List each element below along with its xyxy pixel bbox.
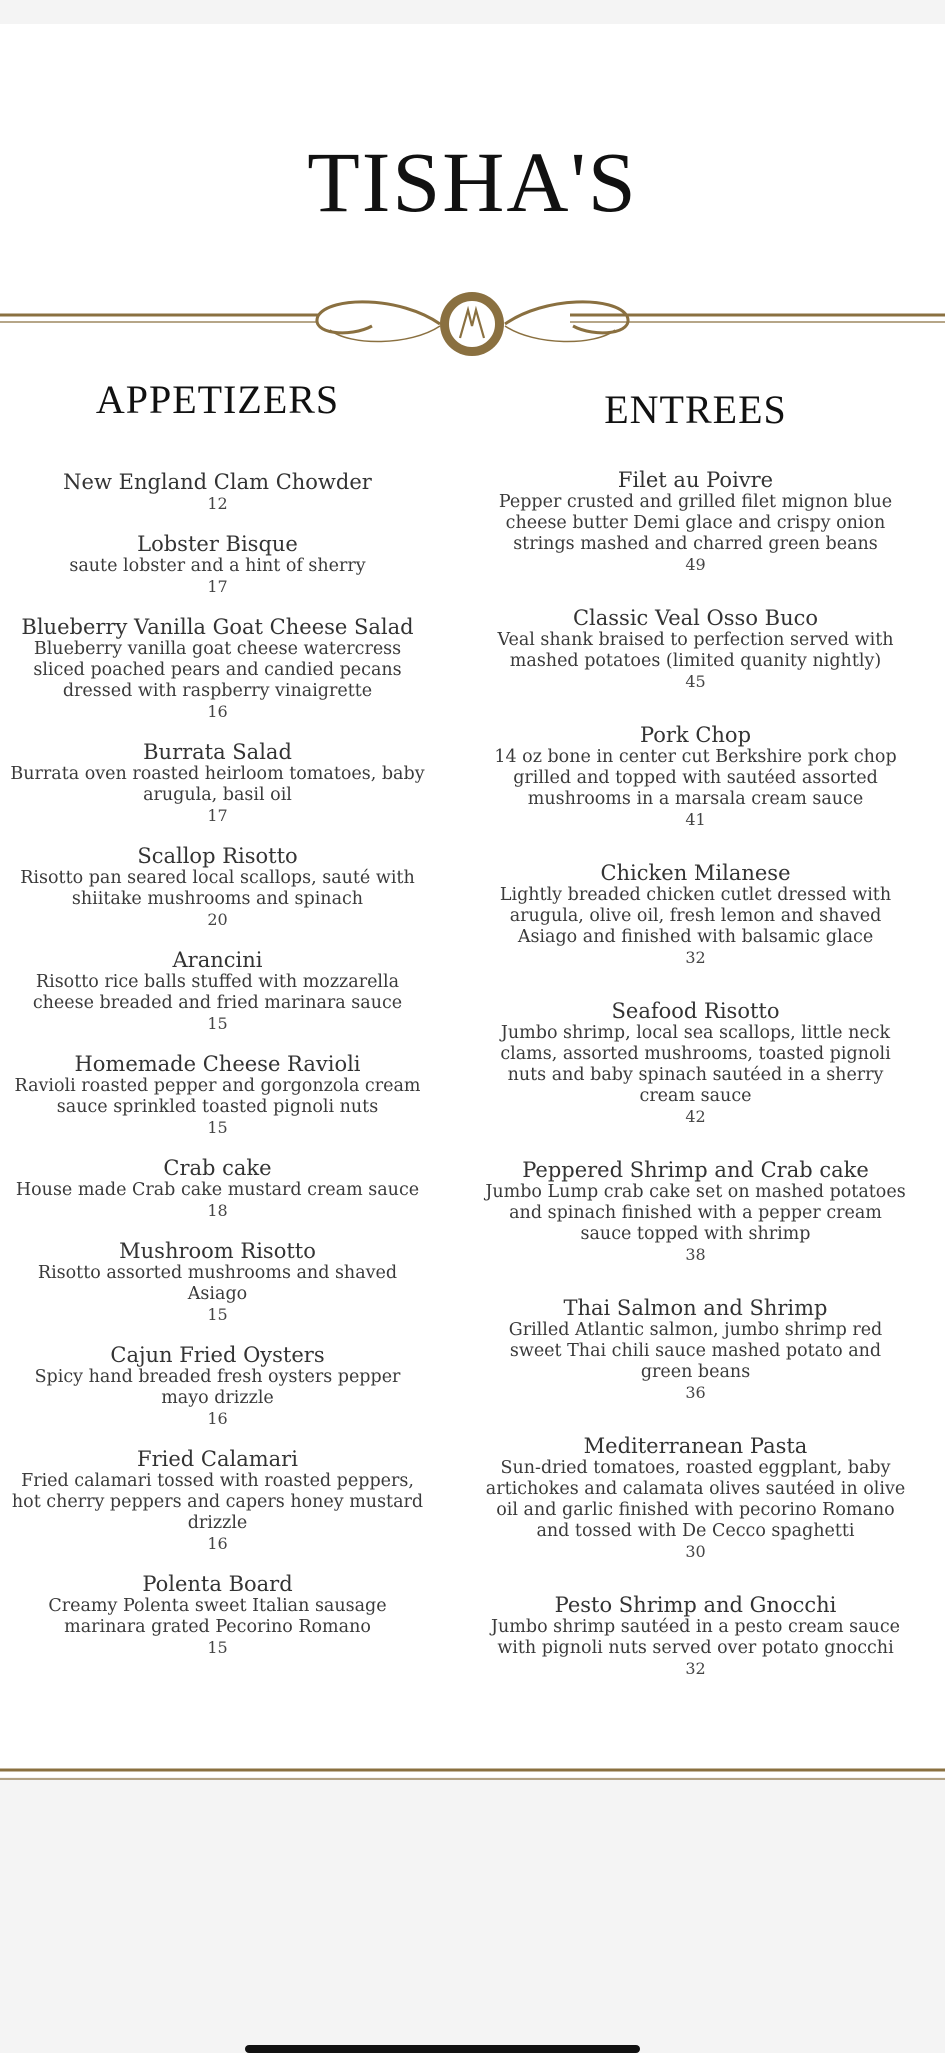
item-price: 16 xyxy=(207,1409,228,1428)
item-name: Pesto Shrimp and Gnocchi xyxy=(554,1593,837,1617)
item-desc: Fried calamari tossed with roasted peppers, hot cherry peppers and capers honey mustard drizzle xyxy=(11,1471,424,1533)
item-price: 16 xyxy=(207,702,228,721)
item-desc: Lightly breaded chicken cutlet dressed with arugula, olive oil, fresh lemon and shaved Asiago and finished with balsamic glace xyxy=(499,885,892,947)
item-desc: Ravioli roasted pepper and gorgonzola cream sauce sprinkled toasted pignoli nuts xyxy=(14,1076,421,1117)
item-price: 49 xyxy=(685,555,706,574)
item-price: 38 xyxy=(685,1245,706,1264)
item-desc: Jumbo shrimp sautéed in a pesto cream sauce with pignoli nuts served over potato gnocchi xyxy=(490,1617,900,1658)
item-price: 16 xyxy=(207,1534,228,1553)
menu-item xyxy=(482,861,909,968)
item-desc: Blueberry vanilla goat cheese watercress sliced poached pears and candied pecans dressed with raspberry vinaigrette xyxy=(33,639,402,701)
item-desc: Burrata oven roasted heirloom tomatoes, baby arugula, basil oil xyxy=(10,764,425,805)
menu-item xyxy=(482,1434,909,1562)
item-desc: Jumbo shrimp, local sea scallops, little neck clams, assorted mushrooms, toasted pignoli nuts and baby spinach sautéed in a sherry cream sauce xyxy=(500,1023,891,1106)
item-name: Mushroom Risotto xyxy=(119,1239,316,1263)
menu-item xyxy=(10,1052,425,1138)
item-name: Classic Veal Osso Buco xyxy=(572,606,819,630)
appetizers-heading: APPETIZERS xyxy=(95,377,340,422)
item-desc: Spicy hand breaded fresh oysters pepper mayo drizzle xyxy=(34,1367,401,1408)
item-desc: Jumbo Lump crab cake set on mashed potatoes and spinach finished with a pepper cream sauce topped with shrimp xyxy=(485,1182,906,1244)
item-price: 15 xyxy=(207,1638,228,1657)
item-name: Cajun Fried Oysters xyxy=(110,1343,325,1367)
home-indicator[interactable] xyxy=(245,2045,640,2053)
entree-list xyxy=(482,468,909,1710)
item-name: Crab cake xyxy=(163,1156,272,1180)
divider-ornament-icon xyxy=(0,286,945,362)
entrees-heading: ENTREES xyxy=(604,387,787,432)
menu-item xyxy=(482,999,909,1127)
item-price: 20 xyxy=(207,910,228,929)
menu-item xyxy=(10,615,425,722)
item-price: 32 xyxy=(685,1659,706,1678)
menu-item xyxy=(482,468,909,575)
item-price: 30 xyxy=(685,1542,706,1561)
item-price: 15 xyxy=(207,1305,228,1324)
item-name: New England Clam Chowder xyxy=(63,470,372,494)
item-desc: 14 oz bone in center cut Berkshire pork chop grilled and topped with sautéed assorted mushrooms in a marsala cream sauce xyxy=(494,747,897,809)
item-desc: Pepper crusted and grilled filet mignon blue cheese butter Demi glace and crispy onion strings mashed and charred green beans xyxy=(498,492,893,554)
menu-item xyxy=(482,1158,909,1265)
item-desc: Risotto assorted mushrooms and shaved Asiago xyxy=(37,1263,398,1304)
item-price: 32 xyxy=(685,948,706,967)
item-price: 41 xyxy=(685,810,706,829)
bottom-divider xyxy=(0,1767,945,1783)
item-price: 36 xyxy=(685,1383,706,1402)
item-name: Thai Salmon and Shrimp xyxy=(563,1296,828,1320)
restaurant-title: TISHA'S xyxy=(307,134,638,230)
menu-item xyxy=(10,1343,425,1429)
item-name: Burrata Salad xyxy=(143,740,292,764)
item-price: 17 xyxy=(207,577,228,596)
item-price: 15 xyxy=(207,1014,228,1033)
item-desc: Sun-dried tomatoes, roasted eggplant, baby artichokes and calamata olives sautéed in olive oil and garlic finished with pecorino Romano and tossed with De Cecco spaghetti xyxy=(485,1458,906,1541)
appetizer-list xyxy=(10,470,425,1676)
item-desc: saute lobster and a hint of sherry xyxy=(69,556,366,576)
item-price: 12 xyxy=(207,494,228,513)
menu-item xyxy=(10,1239,425,1325)
item-name: Polenta Board xyxy=(142,1572,293,1596)
menu-item xyxy=(482,723,909,830)
menu-item xyxy=(482,1593,909,1679)
menu-item xyxy=(10,1156,425,1221)
item-price: 18 xyxy=(207,1201,228,1220)
item-name: Scallop Risotto xyxy=(137,844,298,868)
menu-page xyxy=(0,24,945,1777)
item-desc: House made Crab cake mustard cream sauce xyxy=(15,1180,420,1200)
item-name: Lobster Bisque xyxy=(137,532,298,556)
item-name: Blueberry Vanilla Goat Cheese Salad xyxy=(21,615,414,639)
menu-item xyxy=(10,470,425,514)
item-name: Seafood Risotto xyxy=(611,999,780,1023)
item-name: Homemade Cheese Ravioli xyxy=(74,1052,361,1076)
menu-item xyxy=(10,844,425,930)
item-name: Pork Chop xyxy=(639,723,752,747)
item-name: Filet au Poivre xyxy=(617,468,774,492)
item-name: Arancini xyxy=(172,948,263,972)
item-desc: Grilled Atlantic salmon, jumbo shrimp red sweet Thai chili sauce mashed potato and green beans xyxy=(508,1320,883,1382)
menu-item xyxy=(10,948,425,1034)
menu-item xyxy=(10,1447,425,1554)
item-desc: Veal shank braised to perfection served with mashed potatoes (limited quanity nightly) xyxy=(497,630,894,671)
menu-item xyxy=(10,1572,425,1658)
item-desc: Risotto rice balls stuffed with mozzarella cheese breaded and fried marinara sauce xyxy=(32,972,403,1013)
menu-item xyxy=(482,606,909,692)
menu-item xyxy=(10,740,425,826)
item-name: Mediterranean Pasta xyxy=(583,1434,808,1458)
item-name: Peppered Shrimp and Crab cake xyxy=(522,1158,869,1182)
menu-item xyxy=(10,532,425,597)
item-desc: Risotto pan seared local scallops, sauté with shiitake mushrooms and spinach xyxy=(20,868,415,909)
item-name: Chicken Milanese xyxy=(600,861,791,885)
item-desc: Creamy Polenta sweet Italian sausage marinara grated Pecorino Romano xyxy=(48,1596,387,1637)
item-name: Fried Calamari xyxy=(137,1447,298,1471)
item-price: 15 xyxy=(207,1118,228,1137)
item-price: 45 xyxy=(685,672,706,691)
item-price: 17 xyxy=(207,806,228,825)
item-price: 42 xyxy=(685,1107,706,1126)
menu-item xyxy=(482,1296,909,1403)
